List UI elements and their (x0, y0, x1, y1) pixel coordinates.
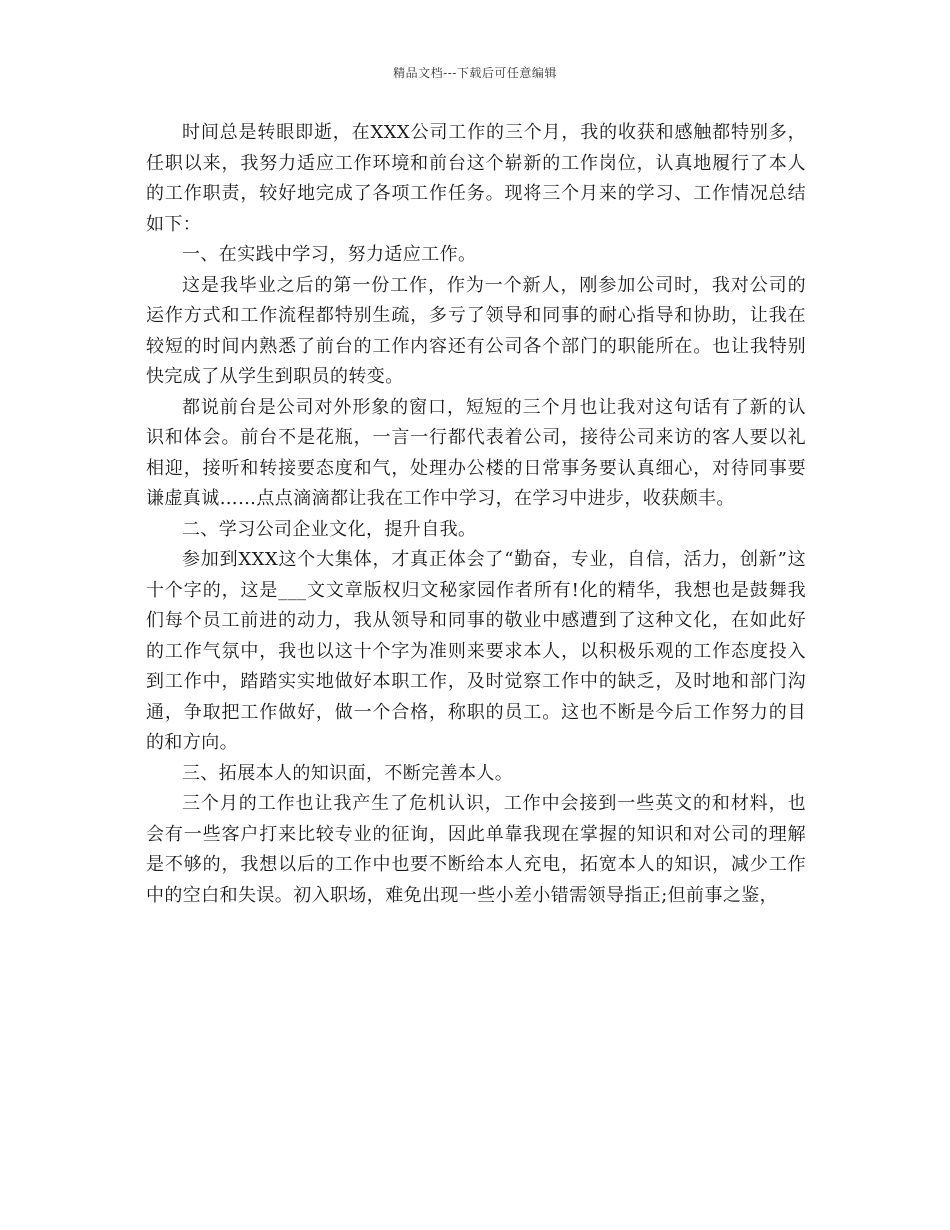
section-heading-3: 三、拓展本人的知识面，不断完善本人。 (182, 762, 514, 784)
document-body (146, 118, 806, 911)
section-heading-2: 二、学习公司企业文化，提升自我。 (182, 518, 477, 540)
page-header: 精品文档---下载后可任意编辑 (393, 66, 557, 80)
section-heading-1: 一、在实践中学习，努力适应工作。 (182, 244, 477, 265)
paragraph-section-3: 三个月的工作也让我产生了危机认识，工作中会接到一些英文的和材料，也会有一些客户打来比较专业的征询，因此单靠我现在掌握的知识和对公司的理解是不够的，我想以后的工作中也要不断给本人充电，拓宽本人的知识，减少工作中的空白和失误。初入职场，难免出现一些小差小错需领导指正;但前事之鉴， (146, 793, 806, 906)
paragraph-intro: 时间总是转眼即逝，在XXX公司工作的三个月，我的收获和感触都特别多，任职以来，我努力适应工作环境和前台这个崭新的工作岗位，认真地履行了本人的工作职责，较好地完成了各项工作任务。现将三个月来的学习、工作情况总结如下： (146, 122, 806, 235)
paragraph-section-1b: 都说前台是公司对外形象的窗口，短短的三个月也让我对这句话有了新的认识和体会。前台不是花瓶，一言一行都代表着公司，接待公司来访的客人要以礼相迎，接听和转接要态度和气，处理办公楼的日常事务要认真细心，对待同事要谦虚真诚……点点滴滴都让我在工作中学习，在学习中进步，收获颇丰。 (146, 396, 806, 509)
paragraph-section-2: 参加到XXX这个大集体，才真正体会了“勤奋，专业，自信，活力，创新”这十个字的，这是___文文章版权归文秘家园作者所有!化的精华，我想也是鼓舞我们每个员工前进的动力，我从领导和同事的敬业中感遭到了这种文化，在如此好的工作气氛中，我也以这十个字为准则来要求本人，以积极乐观的工作态度投入到工作中，踏踏实实地做好本职工作，及时觉察工作中的缺乏，及时地和部门沟通，争取把工作做好，做一个合格，称职的员工。这也不断是今后工作努力的目的和方向。 (146, 549, 806, 753)
paragraph-section-1a: 这是我毕业之后的第一份工作，作为一个新人，刚参加公司时，我对公司的运作方式和工作流程都特别生疏，多亏了领导和同事的耐心指导和协助，让我在较短的时间内熟悉了前台的工作内容还有公司各个部门的职能所在。也让我特别快完成了从学生到职员的转变。 (146, 274, 806, 387)
